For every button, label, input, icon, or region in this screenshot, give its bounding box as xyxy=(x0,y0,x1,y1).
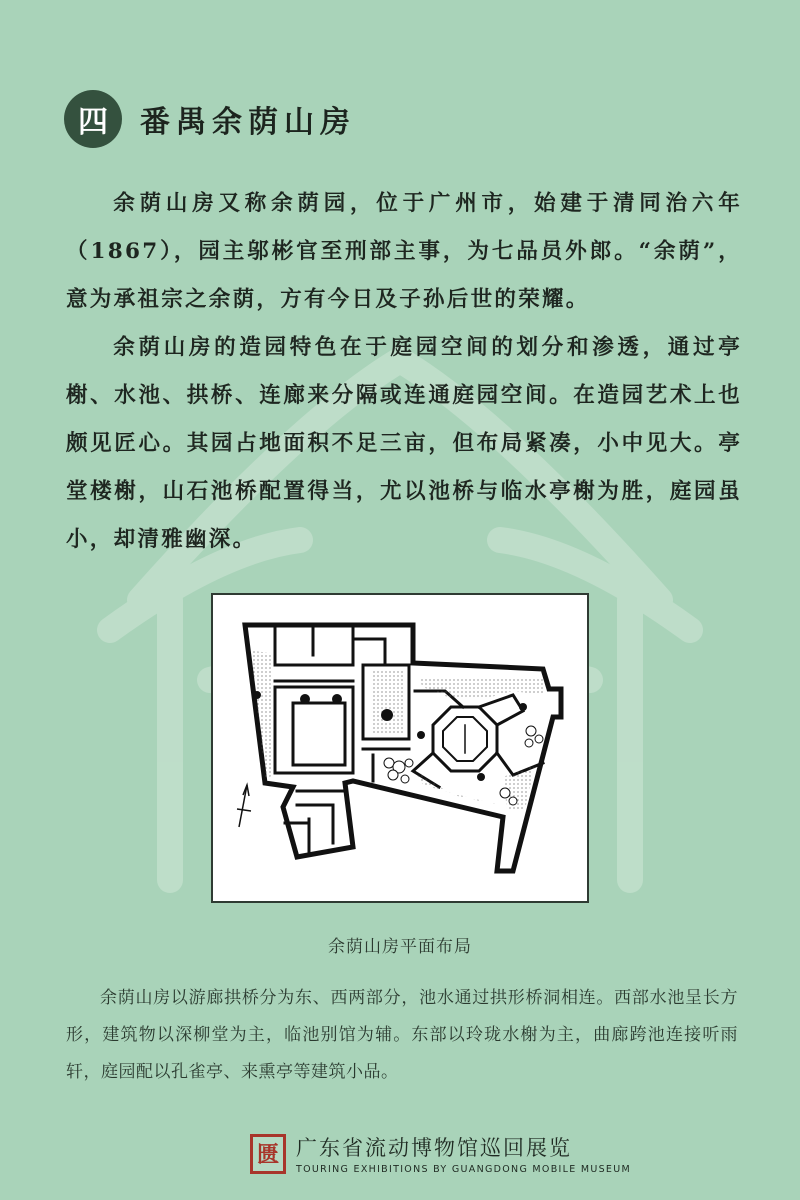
floor-plan-figure xyxy=(211,593,589,903)
museum-seal-icon: 匮 xyxy=(250,1134,286,1174)
museum-name-cn: 广东省流动博物馆巡回展览 xyxy=(296,1136,572,1160)
page-title: 番禺余荫山房 xyxy=(140,105,356,140)
figure-description: 余荫山房以游廊拱桥分为东、西两部分，池水通过拱形桥洞相连。西部水池呈长方形，建筑物以深柳堂为主，临池别馆为辅。东部以玲珑水榭为主，曲廊跨池连接听雨轩，庭园配以孔雀亭、来熏亭等建筑小品。 xyxy=(66,988,738,1082)
garden-floor-plan-icon xyxy=(213,595,587,901)
footer-brand xyxy=(250,1132,631,1175)
intro-paragraph-2: 余荫山房的造园特色在于庭园空间的划分和渗透，通过亭榭、水池、拱桥、连廊来分隔或连通庭园空间。在造园艺术上也颇见匠心。其园占地面积不足三亩，但布局紧凑，小中见大。亭堂楼榭，山石池桥配置得当，尤以池桥与临水亭榭为胜，庭园虽小，却清雅幽深。 xyxy=(66,335,742,552)
figure-caption: 余荫山房平面布局 xyxy=(328,937,472,957)
section-number-badge: 四 xyxy=(64,90,122,148)
intro-text xyxy=(66,180,742,564)
section-header xyxy=(64,90,356,148)
museum-name-en: TOURING EXHIBITIONS BY GUANGDONG MOBILE MUSEUM xyxy=(296,1164,631,1175)
intro-paragraph-1: 余荫山房又称余荫园，位于广州市，始建于清同治六年（1867），园主邬彬官至刑部主事，为七品员外郎。“余荫”，意为承祖宗之余荫，方有今日及子孙后世的荣耀。 xyxy=(66,191,742,312)
